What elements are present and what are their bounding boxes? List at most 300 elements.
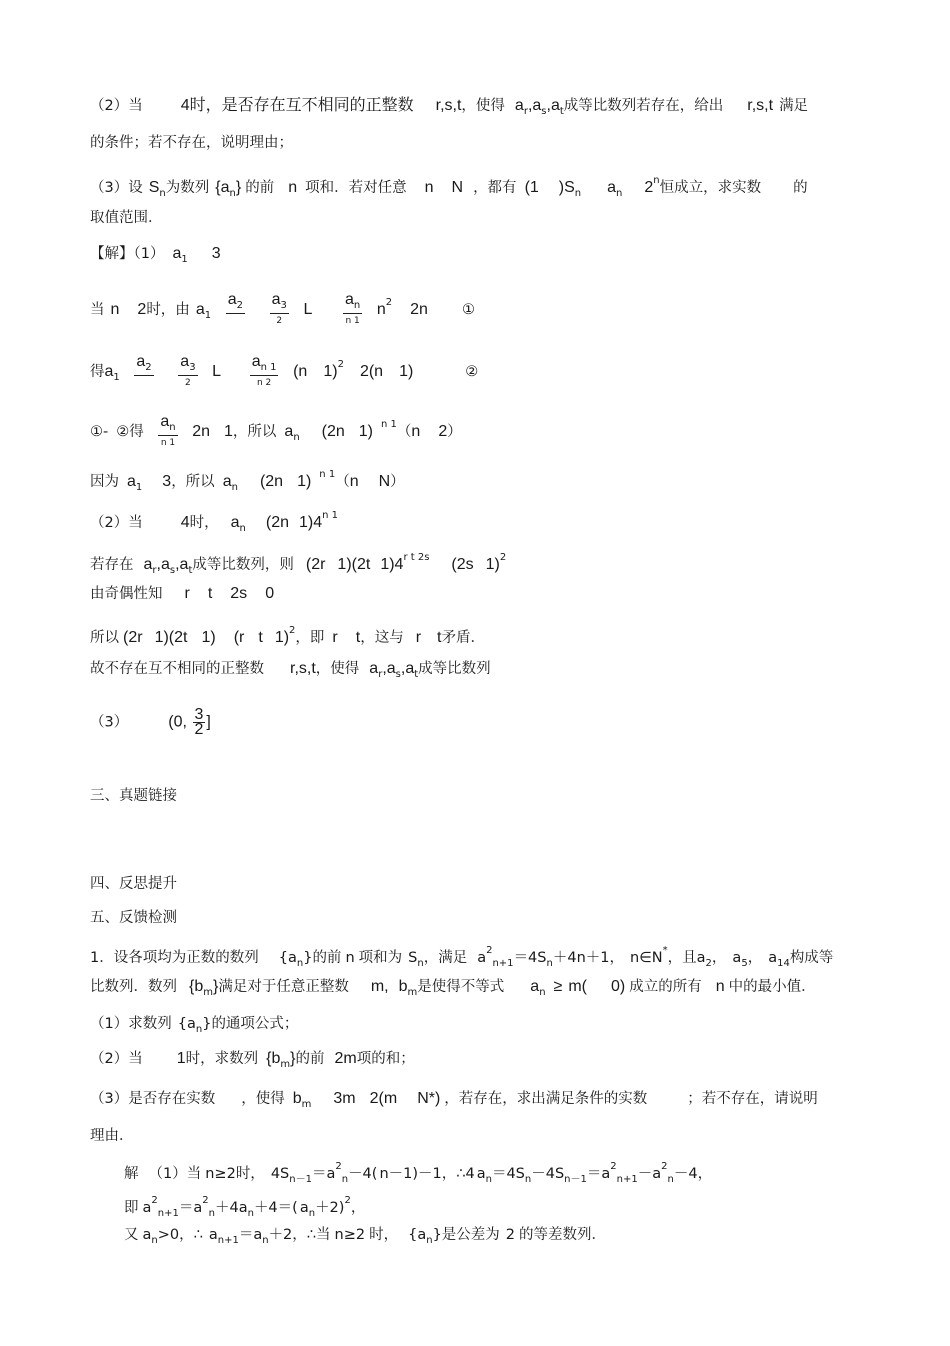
math: {a: [215, 179, 230, 196]
math: n: [293, 432, 300, 443]
text: 时，: [369, 1227, 399, 1243]
text: ，这与: [360, 630, 404, 646]
text: 时，求数列: [185, 1051, 259, 1067]
math: }: [202, 1016, 212, 1032]
math: －4(: [348, 1166, 378, 1182]
math: ,a: [382, 660, 396, 677]
text: 又: [124, 1227, 139, 1243]
math: }: [432, 1227, 442, 1243]
text: 为数列: [165, 180, 210, 196]
math: t: [258, 629, 263, 646]
math: 2(m: [369, 1090, 398, 1107]
math: a: [696, 950, 706, 966]
math: b: [398, 978, 408, 995]
math: t: [207, 585, 213, 602]
math: ,a: [546, 97, 560, 114]
math: n≥2: [334, 1227, 366, 1243]
math: (2n: [321, 423, 345, 440]
math: 2: [202, 1195, 209, 1206]
math: 2: [335, 1161, 342, 1172]
math: a: [514, 97, 524, 114]
math: 2m: [334, 1050, 357, 1067]
ellipsis: L: [212, 363, 222, 380]
math: 3m: [333, 1090, 356, 1107]
math: n: [667, 1174, 674, 1185]
math: n: [653, 175, 660, 186]
math: n: [715, 978, 725, 995]
math: r,s,t: [290, 660, 316, 677]
equation-1: [90, 292, 475, 328]
text: ，且: [667, 950, 697, 966]
feedback-problem-1: [90, 941, 833, 974]
math: {b: [189, 978, 204, 995]
math: 2: [610, 1161, 617, 1172]
math: s: [169, 565, 176, 576]
math: n: [411, 423, 421, 440]
math: r t 2s: [403, 552, 430, 563]
math: 5: [741, 958, 748, 969]
text: 成等比数列，则: [192, 557, 294, 573]
math: a: [369, 660, 379, 677]
math: 2: [344, 1195, 351, 1206]
solution-step-2: [124, 1191, 365, 1224]
math: a: [284, 423, 294, 440]
math: 3: [162, 473, 172, 490]
math: n+1: [217, 1235, 239, 1246]
text: 1．设各项均为正数的数列: [90, 950, 259, 966]
math: n: [239, 523, 246, 534]
math: n: [151, 1235, 158, 1246]
math: 0: [265, 585, 275, 602]
math: n: [574, 188, 582, 199]
text: （2）当: [90, 515, 143, 531]
math: n: [376, 301, 386, 318]
math: 1: [113, 372, 120, 383]
text: 的通项公式；: [211, 1016, 299, 1032]
math: n－1): [379, 1166, 419, 1182]
math: m,: [370, 978, 389, 995]
text: （2）当: [90, 1051, 143, 1067]
math: 2n: [192, 423, 210, 440]
fraction: $\frac{a_n}{n 1}$: [160, 413, 176, 448]
text: 故不存在互不相同的正整数: [90, 661, 264, 677]
math: a: [230, 514, 240, 531]
solution-step-1: [124, 1157, 712, 1190]
math: 2(n: [359, 363, 384, 380]
math: ,a: [527, 97, 542, 114]
math: a: [299, 1200, 309, 1216]
fraction: $\frac{a_n}{n 1}$: [345, 291, 361, 326]
ellipsis: L: [303, 301, 313, 318]
text: ，所以: [171, 474, 215, 490]
math: n≥2: [205, 1166, 236, 1182]
text: 成等比数列若存在，给出: [563, 98, 724, 114]
math: n 1: [381, 419, 397, 430]
text: 的前: [312, 950, 342, 966]
math: 2: [337, 359, 344, 370]
fraction: $\frac{a_{n 1}}{n 2}$: [251, 353, 277, 388]
math: ＋2): [315, 1200, 345, 1216]
math: 1)(2t: [154, 629, 188, 646]
math: r: [152, 565, 157, 576]
math: a: [143, 556, 153, 573]
math: a: [208, 1227, 218, 1243]
text: ①-: [90, 424, 109, 440]
math: (2r: [305, 556, 326, 573]
math: 3: [211, 245, 221, 262]
math: 2: [151, 1195, 158, 1206]
math: n: [616, 188, 623, 199]
text: 满足对于任意正整数: [218, 979, 349, 995]
math: n: [539, 987, 546, 998]
math: a: [172, 245, 182, 262]
math: 1)4: [380, 556, 404, 573]
text: 若存在: [90, 557, 134, 573]
math: N: [378, 473, 391, 490]
math: 1): [485, 556, 500, 573]
math: a: [477, 950, 487, 966]
math: n∈N: [629, 950, 663, 966]
contradiction: [90, 621, 485, 648]
subquestion-2: [90, 1049, 415, 1075]
feedback-problem-1-cont: [90, 977, 816, 1003]
equation-diff: [90, 414, 462, 450]
subquestion-3-cont: 理由．: [90, 1128, 134, 1144]
text: ，若存在，求出满足条件的实数: [444, 1091, 648, 1107]
math: *: [662, 945, 668, 956]
text: ，使得: [315, 661, 360, 677]
text: 因为: [90, 474, 119, 490]
text: （3）是否存在实数: [90, 1091, 216, 1107]
math: ]: [206, 713, 211, 731]
equation-marker: ②: [465, 364, 479, 380]
math: 2: [644, 179, 654, 196]
subquestion-1: [90, 1014, 298, 1040]
math: n: [262, 1235, 269, 1246]
text: ，: [350, 1200, 366, 1216]
text: 项的和；: [356, 1051, 415, 1067]
math: n: [110, 301, 120, 318]
math: t: [437, 629, 442, 646]
math: ＋4＝(: [253, 1200, 298, 1216]
math: －a: [637, 1166, 662, 1182]
text: 即: [124, 1200, 139, 1216]
math: n: [524, 1174, 532, 1185]
math: )S: [558, 179, 575, 196]
math: ,a: [175, 556, 189, 573]
text: （1）求数列: [90, 1016, 172, 1032]
math: m: [280, 1059, 291, 1070]
subquestion-3: [90, 1089, 818, 1115]
math: r,s,t: [747, 97, 774, 114]
math: 2n: [410, 301, 428, 318]
math: n: [349, 473, 359, 490]
math: －1，∴4: [418, 1166, 475, 1182]
text: ；若不存在，请说明: [687, 1091, 818, 1107]
text: 的等差数列．: [519, 1227, 607, 1243]
math: (n: [293, 363, 308, 380]
math: n: [195, 1024, 203, 1035]
math: 2: [499, 552, 507, 563]
math: 1: [181, 254, 188, 265]
math: t: [559, 106, 564, 117]
math: －4，: [673, 1166, 713, 1182]
math: 0): [610, 978, 626, 995]
conclusion-part2: [90, 659, 491, 685]
math: n+1: [157, 1208, 179, 1219]
answer-part3: [90, 708, 211, 737]
math: S: [148, 179, 160, 196]
math: ＋2，∴当: [268, 1227, 331, 1243]
general-term: [90, 465, 405, 498]
math: a: [530, 978, 540, 995]
text: 项和．若对任意: [305, 180, 407, 196]
math: n: [345, 950, 355, 966]
math: (r: [233, 629, 245, 646]
math: t: [355, 629, 361, 646]
math: a: [142, 1200, 152, 1216]
math: 2: [705, 958, 712, 969]
math: N*): [417, 1090, 441, 1107]
math: ,a: [156, 556, 170, 573]
math: n－1: [289, 1174, 312, 1185]
math: －4S: [531, 1166, 565, 1182]
math: 14: [777, 958, 790, 969]
math: ,a: [400, 660, 415, 677]
math: a: [222, 473, 232, 490]
solution-part1: [90, 244, 221, 270]
math: ≥: [553, 978, 563, 995]
problem-part3: [90, 171, 808, 204]
math: 1: [135, 482, 143, 493]
math: a: [607, 179, 617, 196]
math: n 1: [322, 510, 339, 521]
parity-argument: [90, 584, 274, 604]
math: m: [407, 987, 418, 998]
fraction: $\frac{3}{2}$: [194, 706, 204, 738]
math: ＋4a: [214, 1200, 248, 1216]
geometric-condition: [90, 548, 506, 581]
math: n－1: [564, 1174, 587, 1185]
math: m(: [568, 978, 587, 995]
text: 恒成立，求实数: [659, 180, 762, 196]
math: 2: [486, 945, 493, 956]
text: 由奇偶性知: [90, 586, 163, 602]
math: >0，∴: [157, 1227, 203, 1243]
text: 项和为: [358, 950, 403, 966]
math: n+1: [616, 1174, 638, 1185]
math: b: [292, 1090, 302, 1107]
math: a: [127, 473, 136, 490]
math: r: [378, 669, 383, 680]
text: ，使得: [241, 1091, 285, 1107]
text: （: [396, 424, 412, 440]
math: n 1: [319, 469, 336, 480]
math: 2: [661, 1161, 668, 1172]
text: （3）设: [90, 180, 143, 196]
math: ＝4S: [513, 950, 547, 966]
math: ＝a: [238, 1227, 263, 1243]
section-reflection: 四、反思提升: [90, 876, 177, 892]
text: 构成等: [789, 950, 834, 966]
solution-part2: [90, 506, 338, 539]
math: 1: [204, 310, 212, 321]
text: （3）: [90, 714, 129, 731]
math: }: [213, 978, 219, 995]
math: 4: [180, 514, 190, 531]
text: ②得: [116, 424, 144, 440]
text: 时，: [235, 1166, 265, 1182]
text: ，满足: [423, 950, 468, 966]
text: ，即: [295, 630, 325, 646]
problem-part3-cont: 取值范围．: [90, 210, 163, 226]
math: ＝a: [178, 1200, 203, 1216]
fraction: $\frac{a_3}{2}$: [271, 291, 287, 326]
math: r: [332, 629, 338, 646]
math: (0,: [168, 713, 187, 731]
math: (2n: [265, 514, 290, 531]
math: 1: [176, 1050, 186, 1067]
math: 1)(2t: [337, 556, 371, 573]
section-past-exams: 三、真题链接: [90, 788, 177, 804]
text: 成等比数列: [418, 661, 491, 677]
math: n: [288, 179, 298, 196]
math: n: [247, 1208, 254, 1219]
math: n: [229, 188, 236, 199]
math: {b: [266, 1050, 281, 1067]
text: 【解】（1）: [90, 246, 165, 262]
math: n: [231, 482, 238, 493]
text: ，所以: [232, 424, 277, 440]
math: }: [290, 1050, 296, 1067]
fraction: $a_2$: [134, 354, 153, 390]
problem-part2-cont: 的条件；若不存在，说明理由；: [90, 135, 293, 151]
math: 1): [399, 363, 414, 380]
math: n: [208, 1208, 215, 1219]
math: 2: [289, 625, 296, 636]
math: t: [188, 565, 193, 576]
text: （2）当: [90, 98, 143, 114]
math: a: [476, 1166, 486, 1182]
text: 是使得不等式: [417, 979, 505, 995]
math: 1)4: [299, 514, 323, 531]
text: 时，: [189, 515, 219, 531]
math: (2n: [259, 473, 284, 490]
math: n+1: [492, 958, 514, 969]
text: 满足: [779, 98, 809, 114]
math: n: [426, 1235, 433, 1246]
math: (2s: [451, 556, 474, 573]
math: 1): [323, 363, 338, 380]
text: （1）当: [148, 1166, 202, 1182]
text: （: [335, 474, 350, 490]
math: 2: [385, 297, 393, 308]
math: n: [424, 179, 434, 196]
solution-step-3: [124, 1225, 606, 1251]
math: r,s,t: [435, 97, 462, 114]
math: n: [296, 958, 304, 969]
math: a: [195, 301, 205, 318]
text: ）: [447, 424, 462, 440]
text: 所以: [90, 630, 119, 646]
math: t: [414, 669, 419, 680]
math: a: [768, 950, 778, 966]
text: 是公差为: [441, 1227, 500, 1243]
math: 1): [274, 629, 290, 646]
text: 比数列．数列: [90, 979, 177, 995]
text: 矛盾．: [441, 630, 485, 646]
text: ）: [390, 474, 405, 490]
math: r: [184, 585, 190, 602]
math: r: [415, 629, 422, 646]
math: s: [541, 106, 547, 117]
text: 时，由: [146, 302, 190, 318]
math: n: [546, 958, 553, 969]
math: n: [417, 958, 424, 969]
math: }: [303, 950, 313, 966]
math: n: [485, 1174, 492, 1185]
math: 2s: [230, 585, 248, 602]
math: }: [235, 179, 242, 196]
math: 2: [438, 423, 448, 440]
equation-2: [90, 354, 478, 390]
math: ＝a: [586, 1166, 611, 1182]
math: ＝4S: [491, 1166, 525, 1182]
text: ，: [747, 950, 763, 966]
math: 2: [137, 301, 147, 318]
fraction: $\frac{a_3}{2}$: [180, 353, 196, 388]
text: 得: [90, 364, 105, 380]
text: 成立的所有: [629, 979, 702, 995]
text: ，: [711, 950, 727, 966]
math: 2: [505, 1227, 516, 1243]
text: 4时，是否存在互不相同的正整数: [180, 97, 414, 114]
math: 1): [201, 629, 216, 646]
math: {a: [177, 1016, 196, 1032]
math: 1): [297, 473, 312, 490]
text: 当: [90, 302, 105, 318]
equation-marker: ①: [461, 302, 475, 318]
math: ＋4n＋1，: [552, 950, 624, 966]
math: a: [104, 363, 114, 380]
math: m: [203, 987, 213, 998]
math: (2r: [123, 629, 143, 646]
math: r: [523, 106, 528, 117]
math: {a: [408, 1227, 427, 1243]
math: S: [408, 950, 418, 966]
math: s: [395, 669, 401, 680]
math: 1: [224, 423, 233, 440]
math: N: [451, 179, 464, 196]
text: 解: [124, 1166, 139, 1182]
math: m: [301, 1099, 312, 1110]
text: ，使得: [461, 98, 505, 114]
section-feedback: 五、反馈检测: [90, 910, 177, 926]
math: a: [142, 1227, 152, 1243]
text: 的前: [245, 180, 275, 196]
math: a: [732, 950, 742, 966]
math: (1: [524, 179, 539, 196]
math: 1): [358, 423, 374, 440]
math: ＝a: [311, 1166, 336, 1182]
math: n: [159, 188, 166, 199]
math: 4S: [270, 1166, 290, 1182]
text: 的前: [295, 1051, 325, 1067]
text: 的: [793, 180, 808, 196]
math: n: [341, 1174, 349, 1185]
text: 中的最小值．: [728, 979, 816, 995]
fraction: $a_2$: [226, 292, 245, 328]
